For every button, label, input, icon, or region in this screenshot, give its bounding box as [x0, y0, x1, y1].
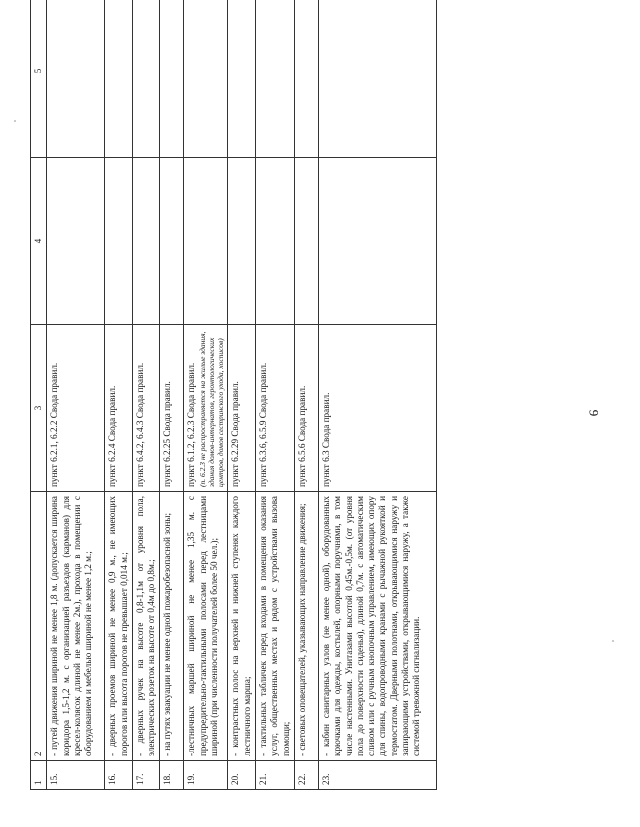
page-number: 9	[586, 409, 602, 417]
column-header-3: 3	[31, 325, 47, 492]
empty-cell-col5	[294, 0, 318, 158]
row-number: 23.	[318, 761, 436, 790]
empty-cell-col4	[184, 158, 228, 325]
regulation-reference-cell	[318, 325, 436, 492]
column-header-1: 1	[31, 761, 47, 790]
empty-cell-col5	[47, 0, 105, 158]
row-number: 16.	[105, 761, 133, 790]
empty-cell-col4	[256, 158, 295, 325]
scan-speck	[14, 120, 16, 122]
empty-cell-col4	[105, 158, 133, 325]
table-body	[47, 0, 437, 790]
regulation-reference: пункт 6.4.2, 6.4.3 Свода правил.	[134, 362, 145, 487]
regulation-reference: пункт 6.3 Свода правил.	[320, 392, 331, 487]
table-row	[256, 0, 295, 790]
requirement-description: - дверных проемов шириной не менее 0,9 м., не имеющих порогов или высота порогов не превышает 0,014 м.;	[105, 492, 133, 761]
empty-cell-col4	[294, 158, 318, 325]
row-number: 21.	[256, 761, 295, 790]
requirement-description: -лестничных маршей шириной не менее 1,35 м. с предупредительно-тактильными полосами перед лестницами шириной (при численности получателей более 50 чел.);	[184, 492, 228, 761]
regulation-reference-cell	[228, 325, 256, 492]
table-row	[47, 0, 105, 790]
empty-cell-col5	[105, 0, 133, 158]
regulation-reference-cell	[160, 325, 184, 492]
empty-cell-col4	[228, 158, 256, 325]
requirement-description: - дверных ручек на высоте 0,8-1,1м от уровня пола, электрических розеток на высоте от 0,4м до 0,8м.;	[132, 492, 160, 761]
table-header-row	[31, 0, 47, 790]
row-number: 22.	[294, 761, 318, 790]
regulation-reference: пункт 6.2.29 Свода правил.	[230, 381, 241, 487]
column-header-4: 4	[31, 158, 47, 325]
row-number: 15.	[47, 761, 105, 790]
requirement-description: - кабин санитарных узлов (не менее одной), оборудованных крючками для одежды, костылей, опорными поручнями, в том числе настенными. Унитазами высотой 0,45м.-0,5м. (от уровня пола до поверхности сиденья), длиной 0,7м. с автоматическим сливом или с ручным кнопочным управлением, имеющих опору для спины, водопроводными кранами с рычажной рукояткой и термостатом. Дверными полотнами, открывающимися наружу и запирающими устройствами, открывающимися наружу, а также системой тревожной сигнализации.	[318, 492, 436, 761]
table-row	[184, 0, 228, 790]
table-row	[160, 0, 184, 790]
table-row	[228, 0, 256, 790]
column-header-2: 2	[31, 492, 47, 761]
scan-speck	[612, 640, 614, 642]
empty-cell-col5	[184, 0, 228, 158]
requirements-table-wrapper	[30, 30, 558, 790]
empty-cell-col5	[160, 0, 184, 158]
empty-cell-col4	[132, 158, 160, 325]
regulation-reference-cell	[256, 325, 295, 492]
regulation-reference-cell	[47, 325, 105, 492]
regulation-reference-cell	[184, 325, 228, 492]
regulation-reference: пункт 6.2.25 Свода правил.	[162, 381, 173, 487]
table-row	[132, 0, 160, 790]
regulation-reference-cell	[132, 325, 160, 492]
requirement-description: - контрастных полос на верхней и нижней ступенях каждого лестничного марша;	[228, 492, 256, 761]
regulation-note: (п. 6.2.3 не распространяется на жилые здания, здания домов-интернатов, геронтологических центров, домов сестринского ухода, хосписов)	[197, 331, 225, 487]
table-row	[294, 0, 318, 790]
regulation-reference-cell	[294, 325, 318, 492]
row-number: 17.	[132, 761, 160, 790]
requirement-description: - путей движения шириной не менее 1,8 м. (допускается ширина коридора 1,5-1,2 м. с организацией разъездов (карманов) для кресел-колясок длиной не менее 2м.), прохода в помещении с оборудованием и мебелью шириной не менее 1,2 м.;	[47, 492, 105, 761]
empty-cell-col5	[318, 0, 436, 158]
empty-cell-col5	[132, 0, 160, 158]
empty-cell-col4	[160, 158, 184, 325]
table-row	[318, 0, 436, 790]
row-number: 20.	[228, 761, 256, 790]
row-number: 19.	[184, 761, 228, 790]
table-row	[105, 0, 133, 790]
requirement-description: - световых оповещателей, указывающих направление движения;	[294, 492, 318, 761]
regulation-reference: пункт 6.2.1, 6.2.2 Свода правил.	[49, 362, 60, 487]
regulation-reference: пункт 6.2.4 Свода правил.	[107, 385, 118, 487]
empty-cell-col4	[318, 158, 436, 325]
empty-cell-col5	[256, 0, 295, 158]
requirement-description: - на путях эвакуации не менее одной пожаробезопасной зоны;	[160, 492, 184, 761]
column-header-5: 5	[31, 0, 47, 158]
requirement-description: - тактильных табличек перед входами в помещения оказания услуг, общественных местах и рядом с устройствами вызова помощи;	[256, 492, 295, 761]
row-number: 18.	[160, 761, 184, 790]
requirements-table	[30, 0, 437, 790]
regulation-reference: пункт 6.3.6, 6.5.9 Свода правил.	[258, 362, 269, 487]
regulation-reference: пункт 6.5.6 Свода правил.	[296, 385, 307, 487]
empty-cell-col5	[228, 0, 256, 158]
regulation-reference: пункт 6.1.2, 6.2.3 Свода правил.	[186, 362, 197, 487]
empty-cell-col4	[47, 158, 105, 325]
regulation-reference-cell	[105, 325, 133, 492]
